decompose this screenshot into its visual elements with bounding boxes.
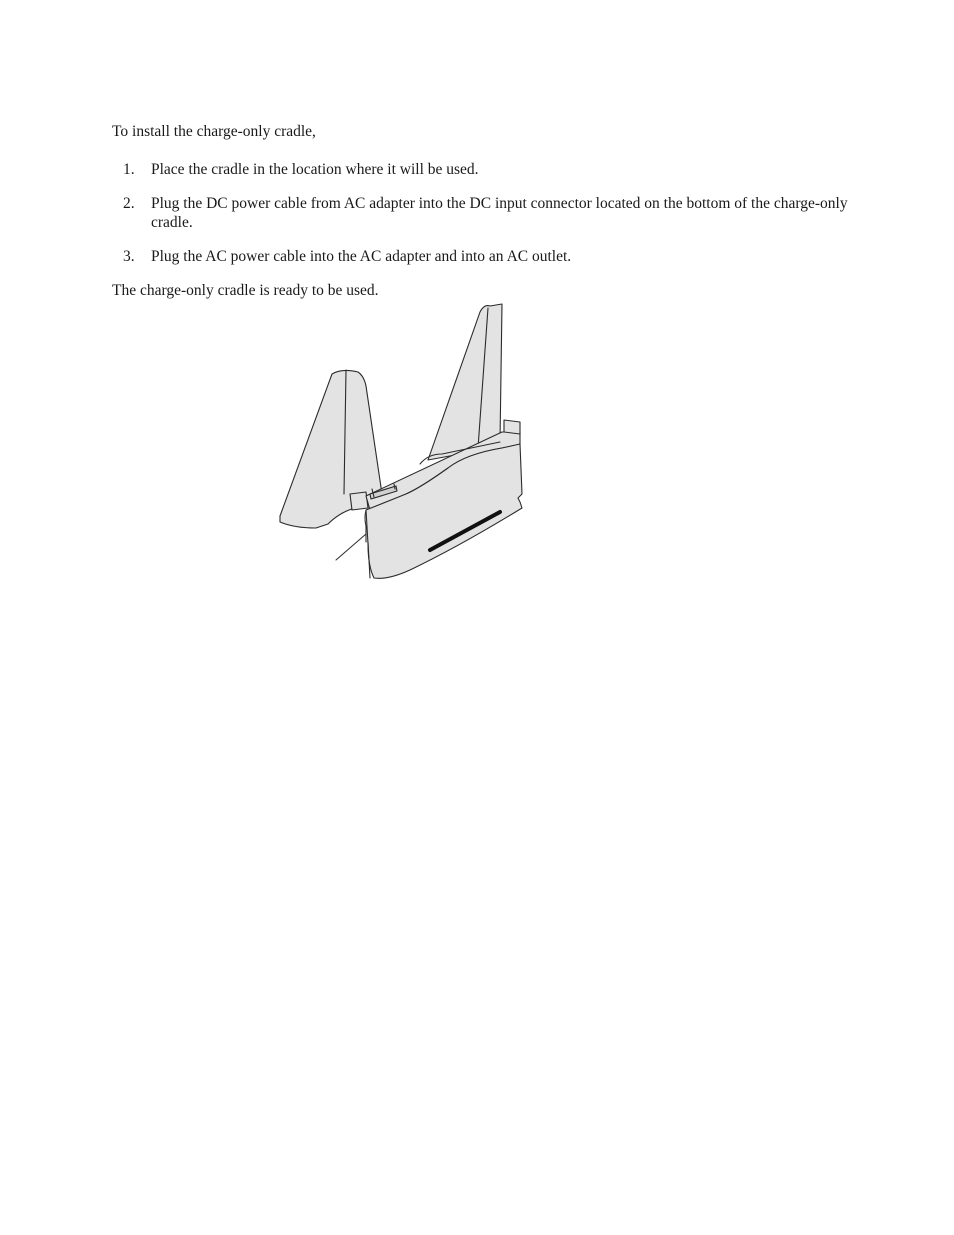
- step-item: [112, 194, 852, 232]
- install-steps-list: [112, 160, 852, 281]
- step-number: 2.: [123, 195, 135, 212]
- base-right-tab: [504, 420, 520, 434]
- step-number: 1.: [123, 161, 135, 178]
- cradle-illustration: [270, 298, 540, 588]
- step-item: [112, 160, 852, 179]
- outro-text: The charge-only cradle is ready to be used.: [112, 282, 379, 299]
- intro-text: To install the charge-only cradle,: [112, 123, 316, 140]
- base-left-tab: [350, 492, 368, 510]
- step-text: Plug the AC power cable into the AC adapter and into an AC outlet.: [151, 248, 572, 265]
- cradle-drawing: [270, 298, 540, 588]
- step-text: Plug the DC power cable from AC adapter into the DC input connector located on the bottom of the charge-only cradle.: [151, 195, 848, 231]
- step-number: 3.: [123, 248, 135, 265]
- step-text: Place the cradle in the location where it will be used.: [151, 161, 479, 178]
- right-fin: [428, 304, 502, 460]
- callout-line: [336, 534, 366, 560]
- step-item: [112, 247, 852, 266]
